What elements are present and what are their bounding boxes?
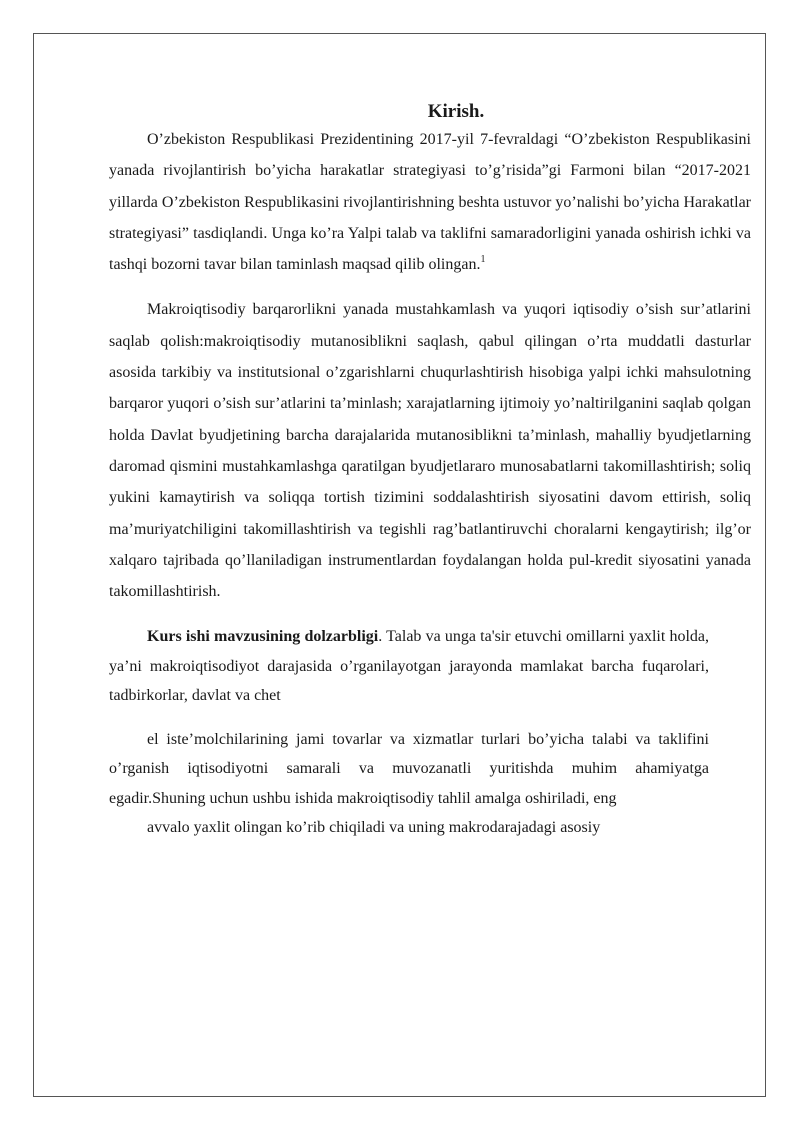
paragraph-consumers: el iste’molchilarining jami tovarlar va xizmatlar turlari bo’yicha talabi va taklifini o’rganish iqtisodiyotni samarali va muvozanatli yuritishda muhim ahamiyatga egadir.Shuning uchun ushbu ishida makroiqtisodiy tahlil amalga oshiriladi, eng: [109, 730, 709, 807]
paragraph-intro: [109, 124, 751, 280]
paragraph-relevance: [109, 622, 709, 711]
paragraph-intro-text: O’zbekiston Respublikasi Prezidentining 2017-yil 7-fevraldagi “O’zbekiston Respublikasini yanada rivojlantirish bo’yicha harakatlar strategiyasi to’g’risida”gi Farmoni bilan “2017-2021 yillarda O’zbekiston Respublikasini rivojlantirishning beshta ustuvor yo’nalishi bo’yicha Harakatlar strategiyasi” tasdiqlandi. Unga ko’ra Yalpi talab va taklifni samaradorligini yanada oshirish ichki va tashqi bozorni tavar bilan taminlash maqsad qilib olingan.: [109, 131, 751, 274]
document-body: [109, 100, 751, 843]
document-title: Kirish.: [427, 101, 485, 122]
paragraph-analysis: avvalo yaxlit olingan ko’rib chiqiladi va uning makrodarajadagi asosiy: [147, 819, 601, 837]
relevance-heading: Kurs ishi mavzusining dolzarbligi: [147, 628, 379, 646]
footnote-marker: 1: [480, 254, 486, 266]
paragraph-macroeconomic-stability: Makroiqtisodiy barqarorlikni yanada mustahkamlash va yuqori iqtisodiy o’sish sur’atlarini saqlab qolish:makroiqtisodiy mutanosiblikni saqlash, qabul qilingan o’rta muddatli dasturlar asosida tarkibiy va institutsional o’zgarishlarni chuqurlashtirish hisobiga yalpi ichki mahsulotning barqaror yuqori o’sish sur’atlarini ta’minlash; xarajatlarning ijtimoiy yo’naltirilganini saqlab qolgan holda Davlat byudjetining barcha darajalarida mutanosiblikni ta’minlash, mahalliy byudjetlarning daromad qismini mustahkamlashga qaratilgan byudjetlararo munosabatlarni takomillashtirish; soliq yukini kamaytirish va soliqqa tortish tizimini soddalashtirish siyosatini davom ettirish, soliq ma’muriyatchiligini takomillashtirish va tegishli rag’batlantiruvchi choralarni kengaytirish; ilg’or xalqaro tajribada qo’llaniladigan instrumentlardan foydalangan holda pul-kredit siyosatini yanada takomillashtirish.: [109, 301, 751, 601]
relevance-text: . Talab va unga ta'sir etuvchi omillarni yaxlit holda, ya’ni makroiqtisodiyot darajasida o’rganilayotgan jarayonda mamlakat barcha fuqarolari, tadbirkorlar, davlat va chet: [109, 628, 709, 705]
